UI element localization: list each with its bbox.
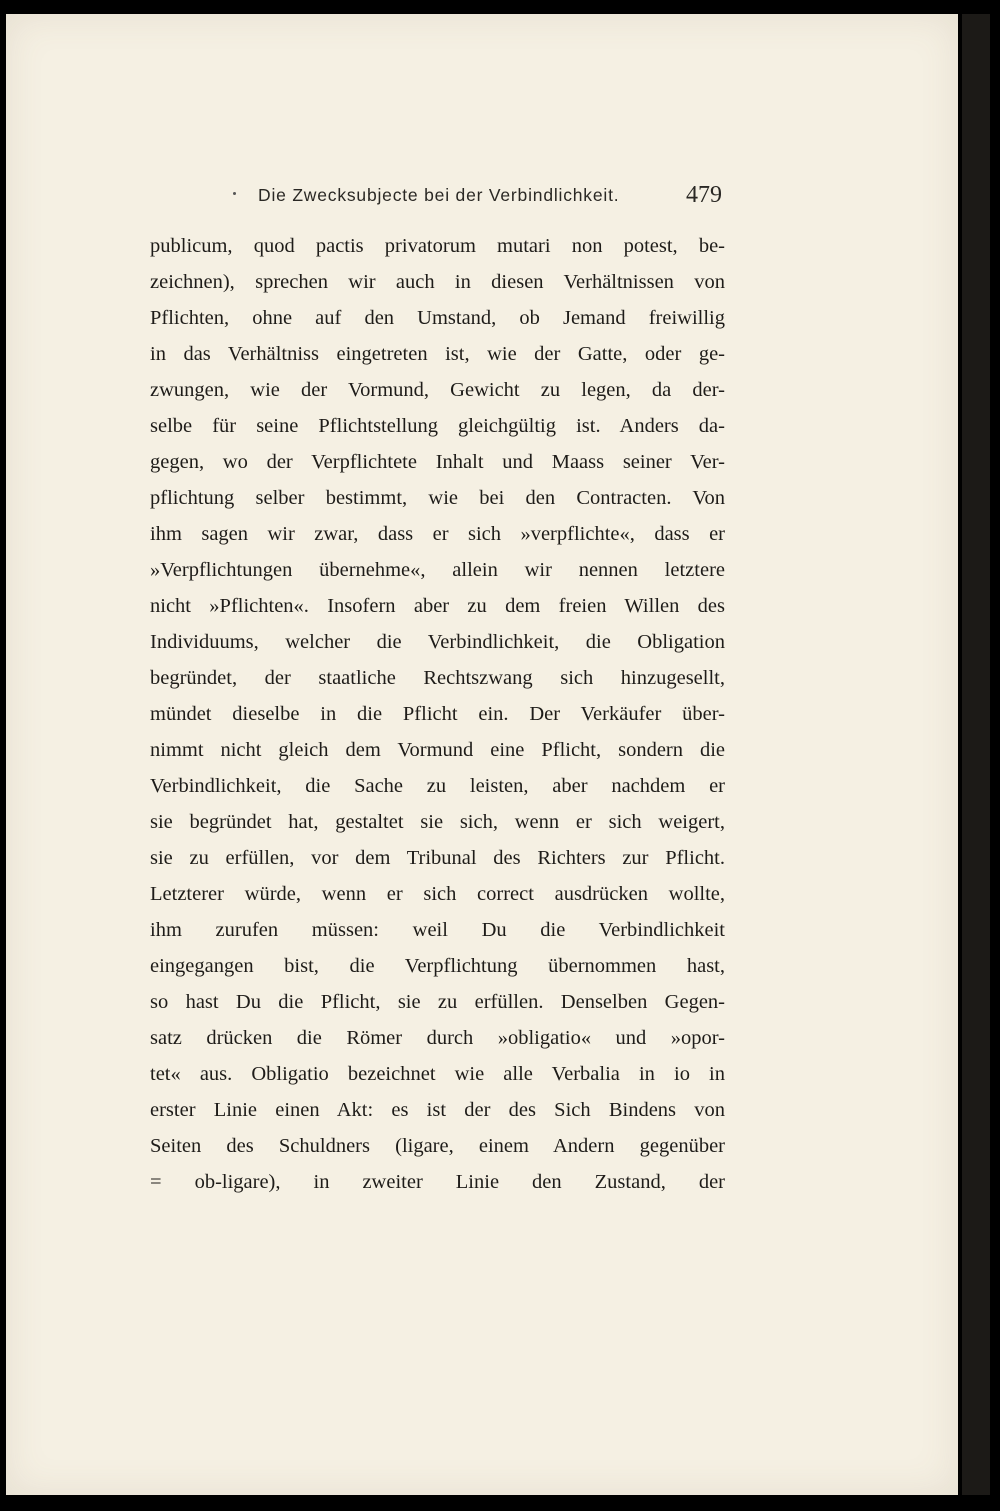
text-line: begründet, der staatliche Rechtszwang sich hinzugesellt, [150, 667, 725, 689]
text-line: mündet dieselbe in die Pflicht ein. Der Verkäufer über- [150, 703, 725, 725]
text-line: sie zu erfüllen, vor dem Tribunal des Richters zur Pflicht. [150, 847, 725, 869]
head-ornament-dot [233, 192, 236, 195]
text-line: nimmt nicht gleich dem Vormund eine Pflicht, sondern die [150, 739, 725, 761]
text-line: zwungen, wie der Vormund, Gewicht zu legen, da der- [150, 379, 725, 401]
text-line: Verbindlichkeit, die Sache zu leisten, aber nachdem er [150, 775, 725, 797]
text-line: eingegangen bist, die Verpflichtung übernommen hast, [150, 955, 725, 977]
text-line: sie begründet hat, gestaltet sie sich, wenn er sich weigert, [150, 811, 725, 833]
text-line: pflichtung selber bestimmt, wie bei den Contracten. Von [150, 487, 725, 509]
text-line: tet« aus. Obligatio bezeichnet wie alle Verbalia in io in [150, 1063, 725, 1085]
body-text [150, 228, 725, 1200]
text-line: ihm zurufen müssen: weil Du die Verbindlichkeit [150, 919, 725, 941]
text-line: publicum, quod pactis privatorum mutari non potest, be- [150, 235, 725, 257]
text-line: so hast Du die Pflicht, sie zu erfüllen. Denselben Gegen- [150, 991, 725, 1013]
text-line: Seiten des Schuldners (ligare, einem Andern gegenüber [150, 1135, 725, 1157]
running-head [0, 182, 1000, 212]
text-line: satz drücken die Römer durch »obligatio« und »opor- [150, 1027, 725, 1049]
running-head-title: Die Zwecksubjecte bei der Verbindlichkeit. [258, 185, 620, 205]
text-line: Individuums, welcher die Verbindlichkeit, die Obligation [150, 631, 725, 653]
text-line: erster Linie einen Akt: es ist der des Sich Bindens von [150, 1099, 725, 1121]
text-line: nicht »Pflichten«. Insofern aber zu dem freien Willen des [150, 595, 725, 617]
text-line: gegen, wo der Verpflichtete Inhalt und Maass seiner Ver- [150, 451, 725, 473]
text-line: zeichnen), sprechen wir auch in diesen Verhältnissen von [150, 271, 725, 293]
page-number: 479 [686, 182, 722, 208]
text-line: »Verpflichtungen übernehme«, allein wir nennen letztere [150, 559, 725, 581]
text-line: selbe für seine Pflichtstellung gleichgültig ist. Anders da- [150, 415, 725, 437]
text-line: in das Verhältniss eingetreten ist, wie der Gatte, oder ge- [150, 343, 725, 365]
text-line: = ob-ligare), in zweiter Linie den Zustand, der [150, 1171, 725, 1193]
text-line: Letzterer würde, wenn er sich correct ausdrücken wollte, [150, 883, 725, 905]
text-line: ihm sagen wir zwar, dass er sich »verpflichte«, dass er [150, 523, 725, 545]
page-edge-shadow [962, 14, 990, 1495]
text-line: Pflichten, ohne auf den Umstand, ob Jemand freiwillig [150, 307, 725, 329]
